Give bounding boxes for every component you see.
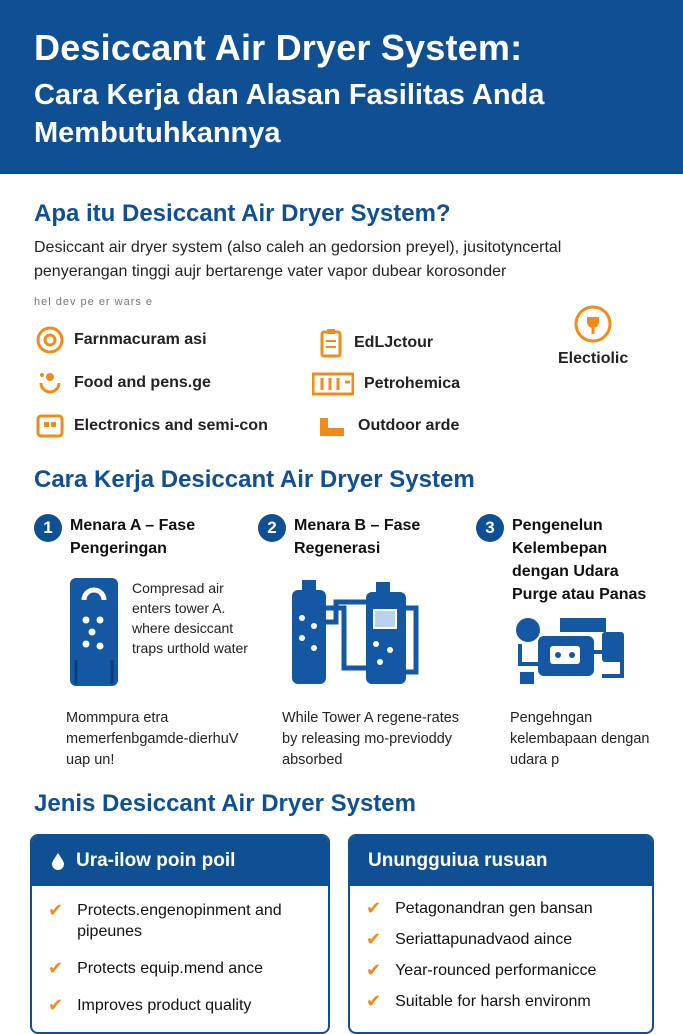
step-title: Menara B – Fase Regenerasi (294, 517, 421, 557)
step-title: Menara A – Fase Pengeringan (70, 517, 196, 557)
step-number: 1 (34, 514, 62, 542)
page-subtitle: Cara Kerja dan Alasan Fasilitas Anda Membutuhkannya (34, 79, 545, 149)
page-header (0, 0, 683, 174)
step-description: Compresad air enters tower A. where desiccant traps urthold water (132, 580, 248, 656)
list-item: ✔ Seriattapunadvaod aince (366, 929, 573, 949)
factory-icon (312, 372, 354, 396)
card-header: Unungguiua rusuan (350, 836, 652, 886)
industry-electronic: Electiolic (558, 304, 628, 368)
check-icon: ✔ (48, 995, 64, 1015)
industry-electronics: Electronics and semi-con (36, 413, 268, 439)
check-icon: ✔ (366, 929, 382, 949)
card-header: Ura-ilow poin poil (32, 836, 328, 886)
food-icon (36, 369, 64, 397)
page-title: Desiccant Air Dryer System: (34, 27, 523, 68)
clipboard-icon (318, 328, 344, 358)
types-heading: Jenis Desiccant Air Dryer System (34, 790, 416, 817)
list-item: ✔ Improves product quality (48, 995, 252, 1015)
check-icon: ✔ (48, 958, 64, 978)
twin-tower-icon (288, 578, 428, 688)
step-caption: While Tower A regene-rates by releasing mo-previoddy absorbed (282, 710, 460, 768)
list-item: ✔ Year-rounced performanicce (366, 960, 597, 980)
type-card-right (348, 834, 654, 1034)
step-3 (476, 514, 676, 784)
step-number: 2 (258, 514, 286, 542)
drop-icon (50, 852, 66, 870)
list-item: ✔ Suitable for harsh environm (366, 991, 591, 1011)
industry-petrochemical: Petrohemica (312, 372, 460, 396)
step-caption: Mommpura etra memerfenbgamde-dierhuV uap un! (66, 710, 239, 768)
list-item: ✔ Protects equip.mend ance (48, 958, 263, 978)
industry-food: Food and pens.ge (36, 369, 211, 397)
industry-education: EdLJctour (318, 328, 433, 358)
check-icon: ✔ (366, 898, 382, 918)
check-icon: ✔ (48, 900, 64, 920)
step-1 (34, 514, 254, 784)
list-item: ✔ Petagonandran gen bansan (366, 898, 593, 918)
step-2 (258, 514, 478, 784)
intro-text: Desiccant air dryer system (also caleh an gedorsion preyel), jusitotyncertal penyerangan tinggi aujr bertarenge vater vapor dubear korosonder hel dev pe er wars e (34, 239, 562, 308)
step-caption: Pengehngan kelembapaan dengan udara p (510, 710, 650, 768)
how-heading: Cara Kerja Desiccant Air Dryer System (34, 466, 475, 493)
industry-pharmaceutical: Farnmacuram asi (36, 326, 207, 354)
target-icon (36, 326, 64, 354)
dryer-tower-icon (68, 576, 120, 690)
check-icon: ✔ (366, 960, 382, 980)
chip-icon (36, 413, 64, 439)
step-number: 3 (476, 514, 504, 542)
intro-heading: Apa itu Desiccant Air Dryer System? (34, 200, 451, 227)
purge-unit-icon (510, 612, 634, 690)
step-title: Pengenelun Kelembepan dengan Udara Purge atau Panas (512, 517, 647, 603)
boot-icon (318, 414, 348, 438)
list-item: ✔ Protects.engenopinment and pipeunes (48, 900, 282, 940)
type-card-left (30, 834, 330, 1034)
industry-outdoor: Outdoor arde (318, 414, 459, 438)
check-icon: ✔ (366, 991, 382, 1011)
plug-icon (573, 304, 613, 344)
